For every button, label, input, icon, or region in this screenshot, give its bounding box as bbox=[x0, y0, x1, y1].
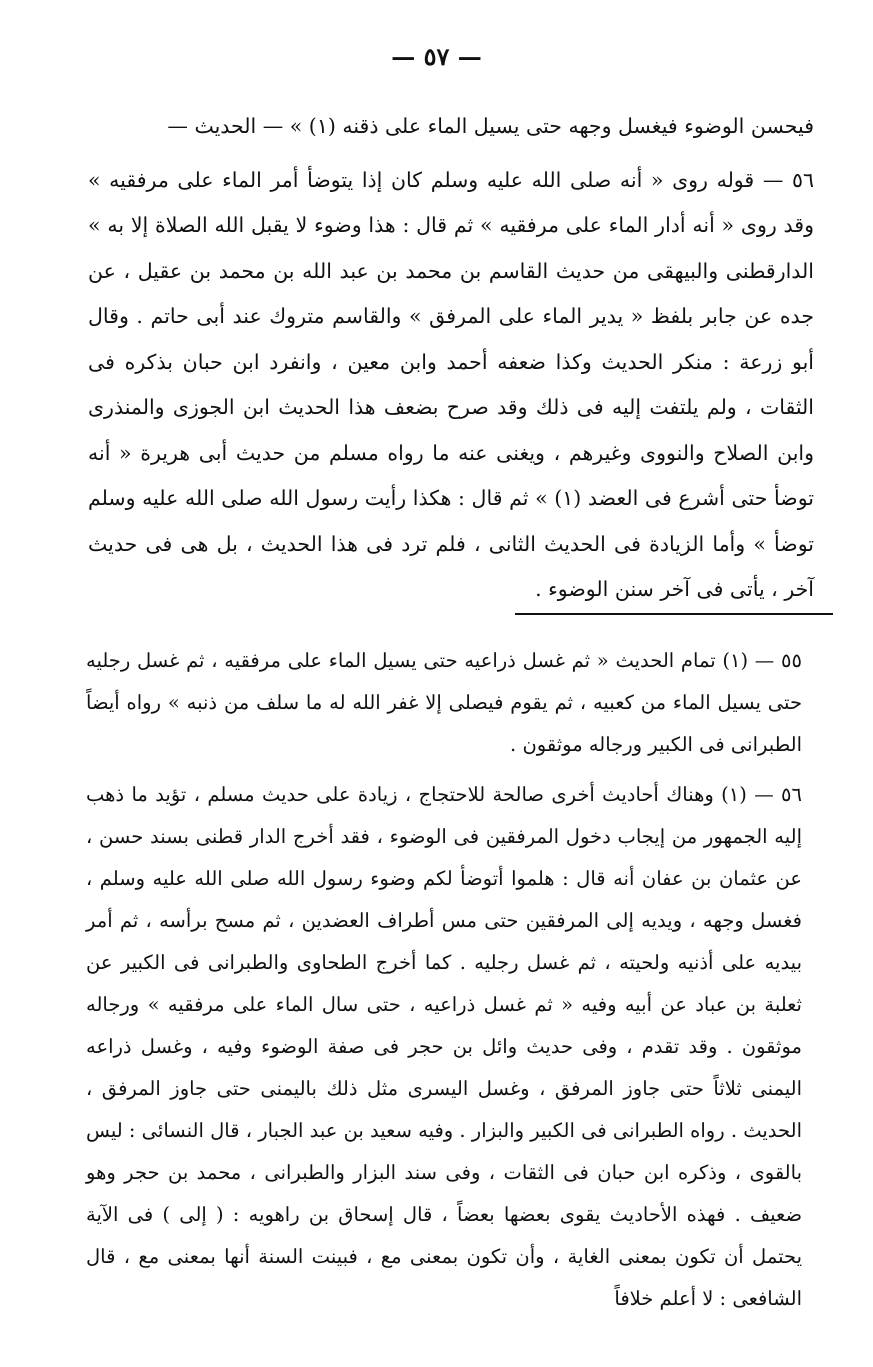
main-text-block bbox=[88, 104, 814, 613]
footnote-divider bbox=[515, 613, 833, 615]
main-paragraph-2: ٥٦ — قوله روى « أنه صلى الله عليه وسلم كان إذا يتوضأ أمر الماء على مرفقيه » وقد روى « أنه أدار الماء على مرفقيه » ثم قال : هذا وضوء لا يقبل الله الصلاة إلا به » الدارقطنى والبيهقى من حديث القاسم بن محمد بن عبد الله بن محمد بن عقيل ، عن جده عن جابر بلفظ « يدير الماء على المرفق » والقاسم متروك عند أبى حاتم . وقال أبو زرعة : منكر الحديث وكذا ضعفه أحمد وابن معين ، وانفرد ابن حبان بذكره فى الثقات ، ولم يلتفت إليه فى ذلك وقد صرح بضعف هذا الحديث ابن الجوزى والمنذرى وابن الصلاح والنووى وغيرهم ، ويغنى عنه ما رواه مسلم من حديث أبى هريرة « أنه توضأ حتى أشرع فى العضد (١) » ثم قال : هكذا رأيت رسول الله صلى الله عليه وسلم توضأ » وأما الزيادة فى الحديث الثانى ، فلم ترد فى هذا الحديث ، بل هى فى حديث آخر ، يأتى فى آخر سنن الوضوء . bbox=[88, 167, 814, 601]
footnote-55: ٥٥ — (١) تمام الحديث « ثم غسل ذراعيه حتى يسيل الماء على مرفقيه ، ثم غسل رجليه حتى يسيل الماء من كعبيه ، ثم يقوم فيصلى إلا غفر الله له ما سلف من ذنبه » رواه أيضاً الطبرانى فى الكبير ورجاله موثقون . bbox=[86, 649, 802, 756]
footnotes-block bbox=[86, 640, 802, 1320]
page-number: — ٥٧ — bbox=[391, 42, 482, 71]
main-paragraph-1: فيحسن الوضوء فيغسل وجهه حتى يسيل الماء على ذقنه (١) » — الحديث — bbox=[167, 114, 814, 138]
footnote-56: ٥٦ — (١) وهناك أحاديث أخرى صالحة للاحتجاج ، زيادة على حديث مسلم ، تؤيد ما ذهب إليه الجمهور من إيجاب دخول المرفقين فى الوضوء ، فقد أخرج الدار قطنى بسند حسن ، عن عثمان بن عفان أنه قال : هلموا أتوضأ لكم وضوء رسول الله صلى الله عليه وسلم ، فغسل وجهه ، ويديه إلى المرفقين حتى مس أطراف العضدين ، ثم مسح برأسه ، ثم أمر بيديه على أذنيه ولحيته ، ثم غسل رجليه . كما أخرج الطحاوى والطبرانى فى الكبير عن ثعلبة بن عباد عن أبيه وفيه « ثم غسل ذراعيه ، حتى سال الماء على مرفقيه » ورجاله موثقون . وقد تقدم ، وفى حديث وائل بن حجر فى صفة الوضوء وفيه ، وغسل ذراعه اليمنى ثلاثاً حتى جاوز المرفق ، وغسل اليسرى مثل ذلك باليمنى حتى جاوز المرفق ، الحديث . رواه الطبرانى فى الكبير والبزار . وفيه سعيد بن عبد الجبار ، قال النسائى : ليس بالقوى ، وذكره ابن حبان فى الثقات ، وفى سند البزار والطبرانى ، محمد بن حجر وهو ضعيف . فهذه الأحاديث يقوى بعضها بعضاً ، قال إسحاق بن راهويه : ( إلى ) فى الآية يحتمل أن تكون بمعنى الغاية ، وأن تكون بمعنى مع ، فبينت السنة أنها بمعنى مع ، قال الشافعى : لا أعلم خلافاً bbox=[86, 783, 802, 1310]
